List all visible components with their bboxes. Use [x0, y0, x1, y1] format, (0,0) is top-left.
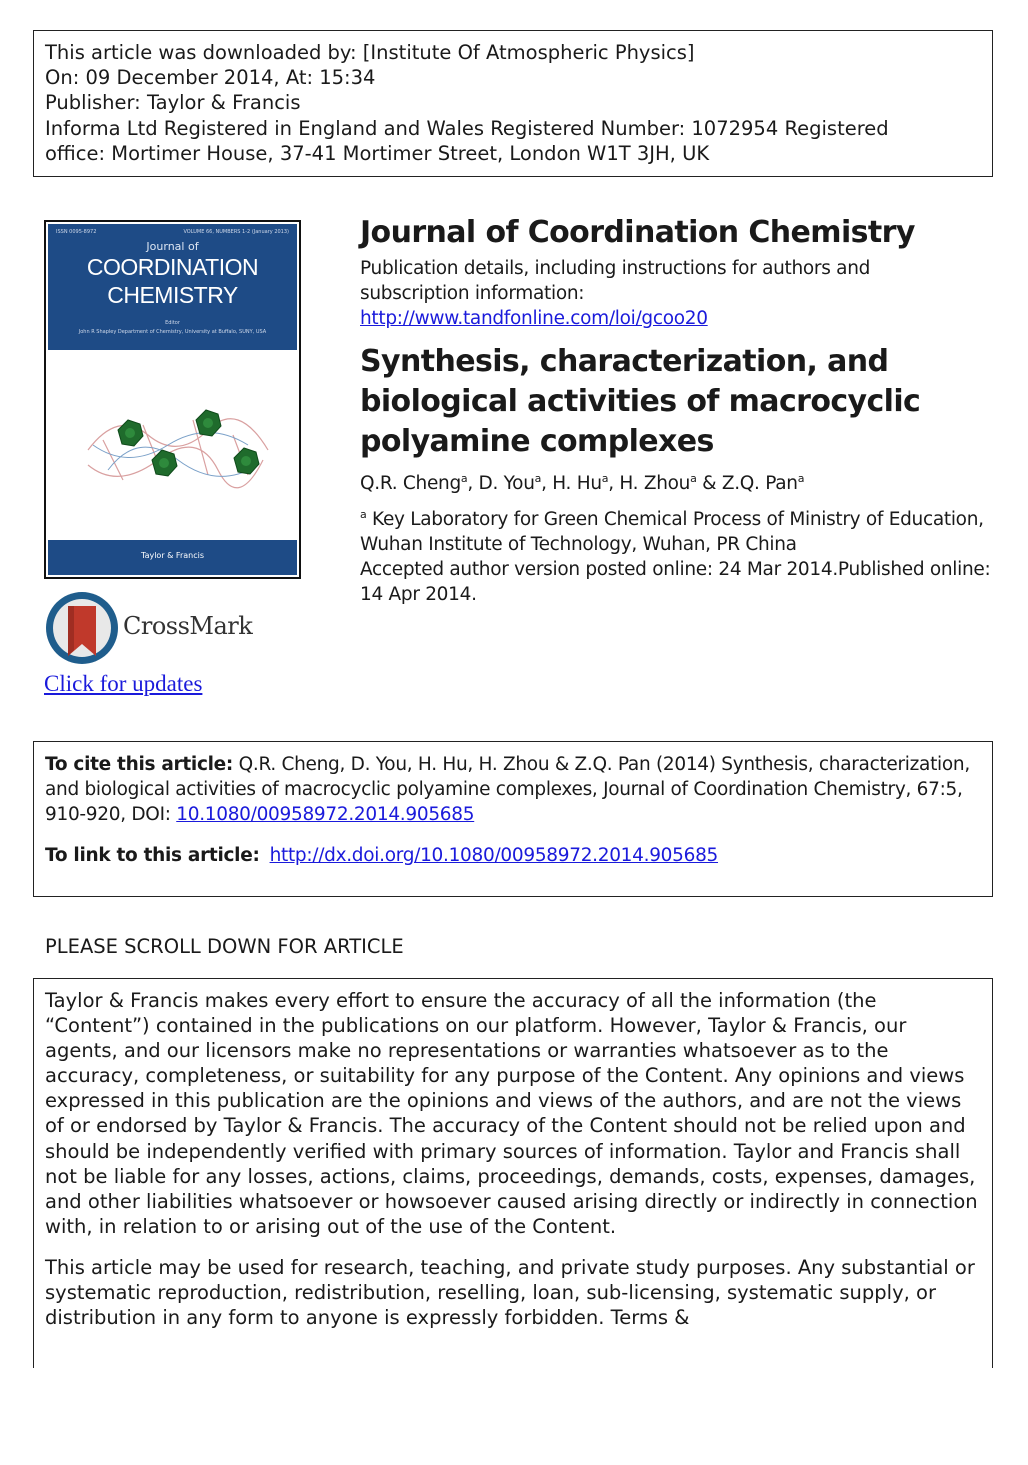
author: [360, 473, 467, 494]
author-affiliation-mark: a: [460, 472, 468, 485]
author-list: [360, 467, 1000, 496]
cover-volume: VOLUME 66, NUMBERS 1-2 (January 2013): [183, 229, 289, 235]
publication-details-line2: subscription information:: [360, 283, 585, 304]
author: [479, 473, 542, 494]
author-separator: ,: [608, 473, 620, 495]
affiliation-text: Key Laboratory for Green Chemical Process of Ministry of Education, Wuhan Institute of Technology, Wuhan, PR China: [360, 509, 984, 556]
affiliation: [360, 502, 1000, 607]
cover-editor-label: Editor: [165, 320, 180, 326]
author-separator: ,: [467, 473, 479, 495]
cover-header: [48, 224, 297, 350]
scroll-down-notice: PLEASE SCROLL DOWN FOR ARTICLE: [45, 935, 404, 958]
author-name: H. Hu: [552, 473, 602, 495]
citation: [45, 752, 981, 827]
publication-details-line1: Publication details, including instructions for authors and: [360, 258, 871, 279]
author-affiliation-mark: a: [534, 472, 542, 485]
crossmark-badge[interactable]: [44, 590, 264, 668]
registration-line: Informa Ltd Registered in England and Wales Registered Number: 1072954 Registered: [45, 116, 889, 140]
cover-title-line1: COORDINATION: [86, 254, 259, 280]
journal-cover-image: [44, 220, 301, 579]
author-name: Z.Q. Pan: [721, 473, 798, 495]
article-title: Synthesis, characterization, and biological activities of macrocyclic polyamine complexes: [360, 344, 921, 459]
author: [722, 473, 804, 494]
cover-issn: ISSN 0095-8972: [56, 229, 97, 235]
journal-title: Journal of Coordination Chemistry: [360, 215, 915, 250]
author-affiliation-mark: a: [797, 472, 805, 485]
doi-link[interactable]: 10.1080/00958972.2014.905685: [176, 804, 475, 825]
publisher-line: Publisher: Taylor & Francis: [45, 91, 301, 115]
cover-molecule-illustration: [48, 350, 297, 540]
author: [552, 473, 608, 494]
download-date-line: On: 09 December 2014, At: 15:34: [45, 66, 376, 90]
author-name: H. Zhou: [619, 473, 691, 495]
usage-terms-paragraph: This article may be used for research, teaching, and private study purposes. Any substantial or systematic reproduction, redistribution, reselling, loan, sub-licensing, systematic supply, or distribution in any form to anyone is expressly forbidden. Terms &: [45, 1255, 975, 1330]
publication-details: [360, 256, 1000, 331]
click-for-updates-link[interactable]: Click for updates: [44, 671, 203, 696]
crossmark-label: CrossMark: [123, 612, 253, 640]
article-doi-url-link[interactable]: http://dx.doi.org/10.1080/00958972.2014.905685: [269, 845, 719, 866]
crossmark-icon: [44, 590, 122, 668]
cover-publisher: Taylor & Francis: [141, 551, 204, 560]
author-affiliation-mark: a: [601, 472, 609, 485]
cover-footer: [48, 540, 297, 575]
author-name: Q.R. Cheng: [360, 473, 461, 495]
cover-title-line2: CHEMISTRY: [107, 282, 238, 308]
office-address-line: office: Mortimer House, 37-41 Mortimer Street, London W1T 3JH, UK: [45, 141, 710, 165]
cover-editor: John R Shapley Department of Chemistry, University at Buffalo, SUNY, USA: [78, 329, 267, 335]
author-affiliation-mark: a: [690, 472, 697, 485]
disclaimer-box: [33, 978, 993, 1368]
author-separator: &: [696, 473, 722, 495]
disclaimer-paragraph: Taylor & Francis makes every effort to ensure the accuracy of all the information (the “Content”) contained in the publications on our platform. However, Taylor & Francis, our agents, and our licensors make no representations or warranties whatsoever as to the accuracy, completeness, or suitability for any purpose of the Content. Any opinions and views expressed in this publication are the opinions and views of the authors, and are not the views of or endorsed by Taylor & Francis. The accuracy of the Content should not be relied upon and should be independently verified with primary sources of information. Taylor and Francis shall not be liable for any losses, actions, claims, proceedings, demands, costs, expenses, damages, and other liabilities whatsoever or howsoever caused arising directly or indirectly in connection with, in relation to or arising out of the use of the Content.: [45, 989, 978, 1238]
article-link-label: To link to this article:: [45, 845, 260, 866]
download-line: This article was downloaded by: [Institute Of Atmospheric Physics]: [45, 41, 695, 64]
citation-label: To cite this article:: [45, 754, 234, 775]
journal-url-link[interactable]: http://www.tandfonline.com/loi/gcoo20: [360, 308, 708, 329]
download-notice-box: [33, 30, 993, 177]
cover-journal-of: Journal of: [146, 240, 199, 253]
article-info: [360, 214, 1000, 607]
affiliation-mark: a: [360, 508, 367, 522]
publication-dates: Accepted author version posted online: 24 Mar 2014.Published online: 14 Apr 2014.: [360, 559, 991, 606]
cover-issn-strip: [56, 229, 289, 235]
citation-box: [33, 741, 993, 897]
author: [619, 473, 696, 494]
author-separator: ,: [541, 473, 553, 495]
article-link-line: [45, 843, 981, 868]
citation-text: Q.R. Cheng, D. You, H. Hu, H. Zhou & Z.Q. Pan (2014) Synthesis, characterization, and biological activities of macrocyclic polyamine complexes, Journal of Coordination Chemistry, 67:5, 910-920, DOI:: [45, 754, 970, 825]
author-name: D. You: [478, 473, 535, 495]
